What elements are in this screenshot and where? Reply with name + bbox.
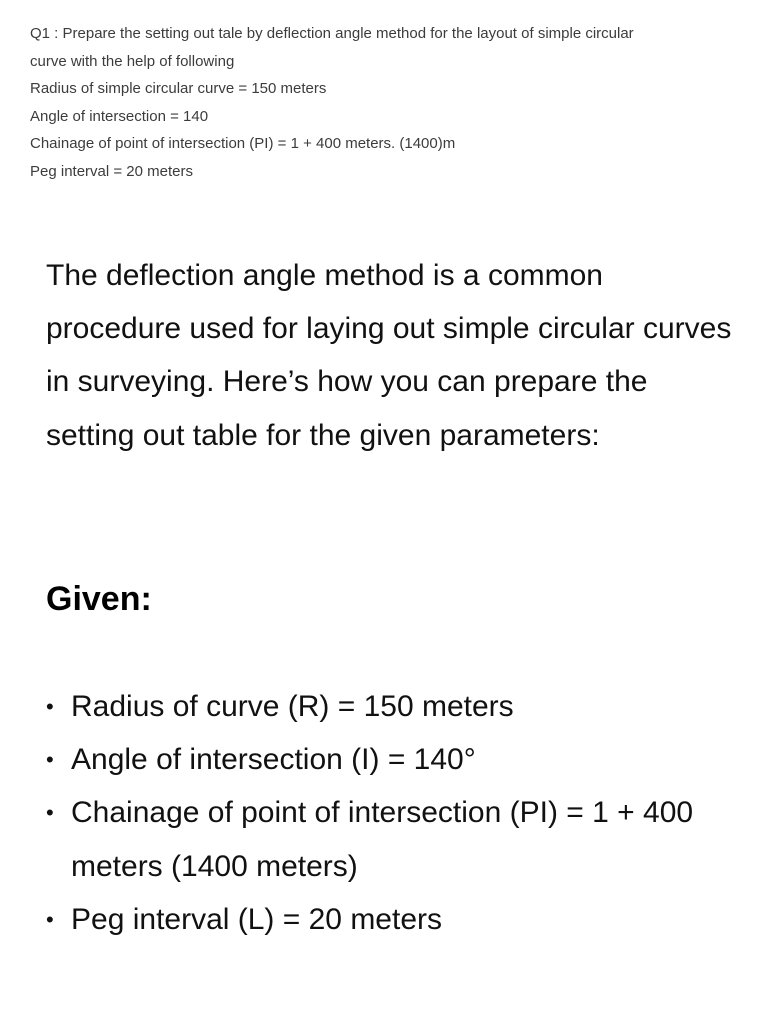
question-line: Peg interval = 20 meters bbox=[30, 162, 194, 180]
answer-intro: The deflection angle method is a common procedure used for laying out simple circular curves in surveying. Here’s how you can prepare the setting out table for the given parameters: bbox=[46, 259, 732, 452]
question-line: curve with the help of following bbox=[30, 52, 235, 70]
question-line: Chainage of point of intersection (PI) = 1 + 400 meters. (1400)m bbox=[30, 135, 456, 152]
question-line: Q1 : Prepare the setting out tale by deflection angle method for the layout of simple circular bbox=[30, 25, 634, 42]
given-item-text: Chainage of point of intersection (PI) = 1 + 400 meters (1400 meters) bbox=[71, 796, 694, 883]
question-line: Radius of simple circular curve = 150 meters bbox=[30, 80, 327, 97]
given-list bbox=[46, 680, 736, 946]
answer-body bbox=[46, 249, 736, 936]
bullet-icon: • bbox=[46, 747, 54, 773]
given-item-text: Peg interval (L) = 20 meters bbox=[71, 902, 443, 936]
question-text bbox=[30, 20, 730, 185]
list-item bbox=[46, 786, 736, 892]
bullet-icon: • bbox=[46, 906, 54, 932]
list-item bbox=[46, 733, 736, 786]
list-item bbox=[46, 893, 736, 946]
list-item bbox=[46, 680, 736, 733]
given-item-text: Angle of intersection (I) = 140° bbox=[71, 743, 476, 777]
question-line: Angle of intersection = 140 bbox=[30, 107, 209, 125]
given-heading: Given: bbox=[46, 580, 152, 618]
bullet-icon: • bbox=[46, 694, 54, 719]
bullet-icon: • bbox=[46, 800, 54, 826]
given-item-text: Radius of curve (R) = 150 meters bbox=[71, 690, 514, 723]
